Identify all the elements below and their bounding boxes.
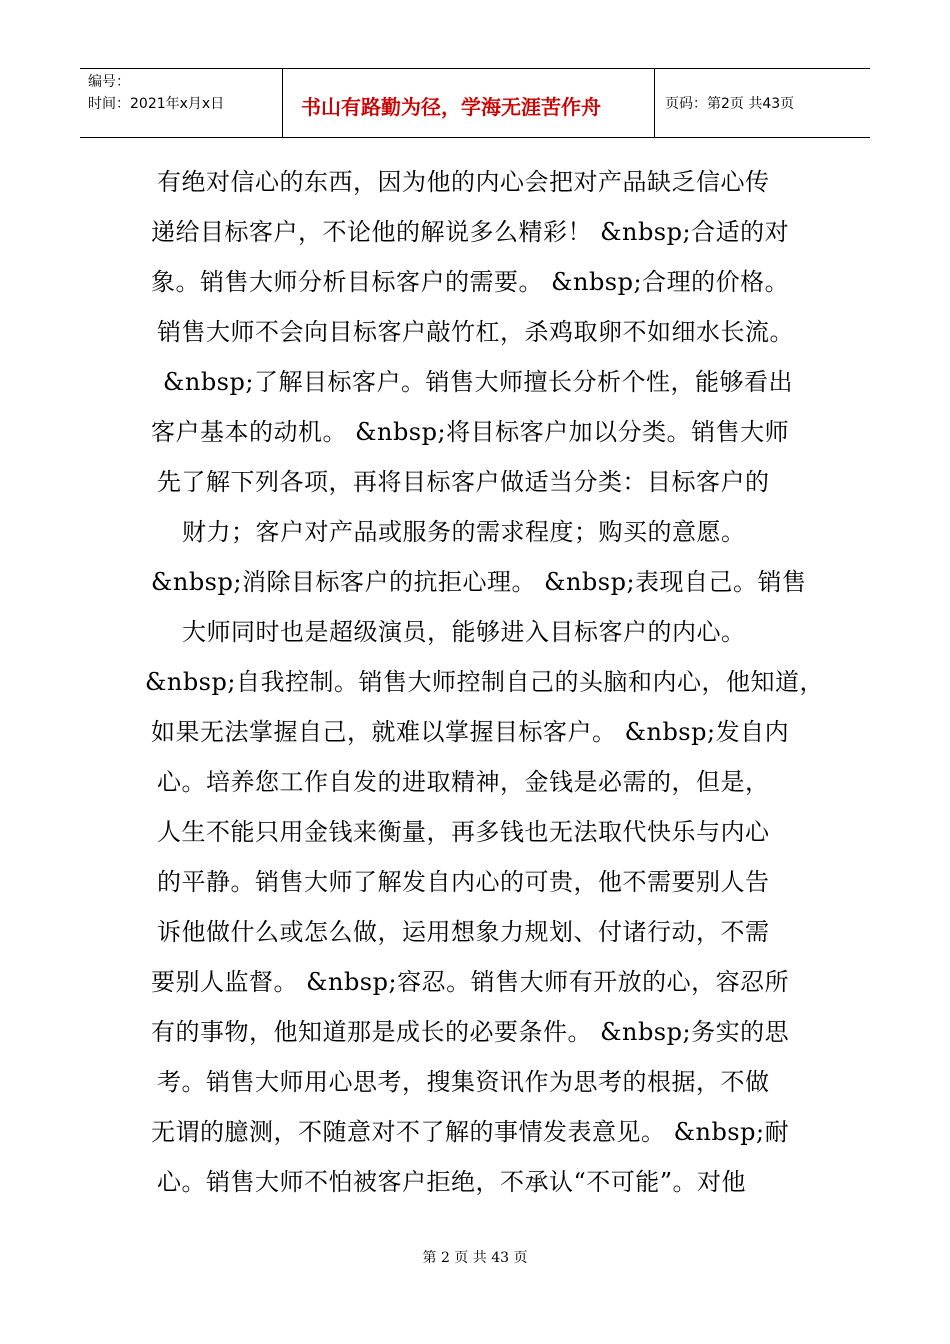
page-footer: 第 2 页 共 43 页 (422, 1250, 528, 1266)
body-line-5: &nbsp;了解目标客户。销售大师擅长分析个性，能够看出 (163, 368, 793, 396)
body-line-17: 要别人监督。 &nbsp;容忍。销售大师有开放的心，容忍所 (151, 968, 790, 996)
body-line-12: 如果无法掌握自己，就难以掌握目标客户。 &nbsp;发自内 (151, 718, 790, 746)
body-line-4: 销售大师不会向目标客户敲竹杠，杀鸡取卵不如细水长流。 (157, 318, 794, 346)
body-line-7: 先了解下列各项，再将目标客户做适当分类：目标客户的 (157, 468, 770, 496)
header-meta-cell (80, 69, 283, 137)
body-line-6: 客户基本的动机。 &nbsp;将目标客户加以分类。销售大师 (151, 418, 790, 446)
body-line-3: 象。销售大师分析目标客户的需要。 &nbsp;合理的价格。 (151, 268, 790, 296)
header-page-cell (655, 69, 870, 137)
header-page-code: 页码：第2页 共43页 (665, 96, 795, 112)
body-line-8: 财力；客户对产品或服务的需求程度；购买的意愿。 (182, 518, 746, 546)
body-line-20: 无谓的臆测，不随意对不了解的事情发表意见。 &nbsp;耐 (151, 1118, 790, 1146)
document-date-label: 时间：2021年x月x日 (88, 96, 225, 112)
body-line-9: &nbsp;消除目标客户的抗拒心理。 &nbsp;表现自己。销售 (151, 568, 807, 596)
header-motto-cell (283, 69, 655, 137)
header-motto: 书山有路勤为径，学海无涯苦作舟 (301, 95, 601, 119)
body-line-10: 大师同时也是超级演员，能够进入目标客户的内心。 (182, 618, 746, 646)
body-line-19: 考。销售大师用心思考，搜集资讯作为思考的根据，不做 (157, 1068, 770, 1096)
body-line-16: 诉他做什么或怎么做，运用想象力规划、付诸行动，不需 (157, 918, 770, 946)
body-line-15: 的平静。销售大师了解发自内心的可贵，他不需要别人告 (157, 868, 770, 896)
body-line-1: 有绝对信心的东西，因为他的内心会把对产品缺乏信心传 (157, 168, 770, 196)
body-line-11: &nbsp;自我控制。销售大师控制自己的头脑和内心，他知道， (145, 668, 824, 696)
body-line-21: 心。销售大师不怕被客户拒绝，不承认“不可能”。对他 (157, 1168, 747, 1196)
body-line-13: 心。培养您工作自发的进取精神，金钱是必需的，但是， (157, 768, 770, 796)
body-line-2: 递给目标客户，不论他的解说多么精彩！ &nbsp;合适的对 (151, 218, 790, 246)
document-number-label: 编号： (88, 74, 130, 90)
body-line-14: 人生不能只用金钱来衡量，再多钱也无法取代快乐与内心 (157, 818, 770, 846)
body-line-18: 有的事物，他知道那是成长的必要条件。 &nbsp;务实的思 (151, 1018, 790, 1046)
document-header (80, 68, 870, 138)
